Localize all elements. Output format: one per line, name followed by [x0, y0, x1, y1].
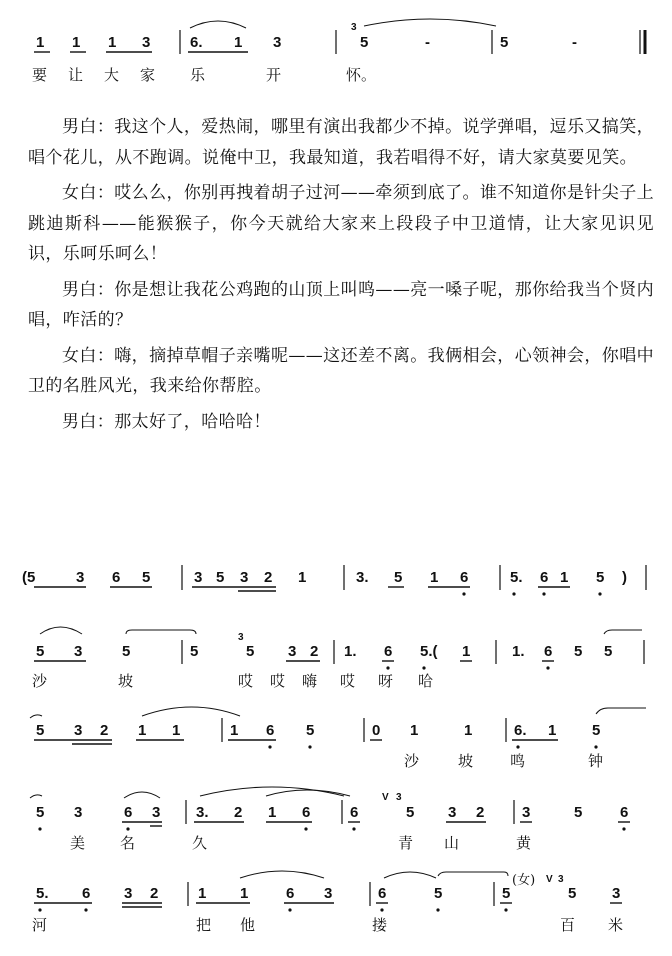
note: 2 — [264, 569, 273, 586]
role-label: (女) — [512, 873, 536, 888]
lyric: 呀 — [378, 672, 394, 690]
lyric: 河 — [32, 916, 48, 934]
lyric: 哈 — [418, 672, 434, 690]
slur — [124, 792, 160, 798]
note: 6 — [350, 804, 359, 821]
low-dot — [462, 592, 465, 595]
note: 3 — [194, 569, 203, 586]
note: 5 — [434, 885, 443, 902]
note: 6 — [460, 569, 469, 586]
note: 5 — [604, 643, 613, 660]
tie — [604, 630, 642, 634]
note: 5 — [190, 643, 199, 660]
note: 6 — [286, 885, 295, 902]
note: 6 — [544, 643, 553, 660]
note: 6 — [112, 569, 121, 586]
note: 5 — [360, 34, 369, 51]
dialogue-paragraph — [28, 275, 654, 336]
breath-mark: V — [382, 792, 389, 803]
note: 1 — [410, 722, 419, 739]
note: - — [425, 34, 430, 51]
note: - — [572, 34, 577, 51]
low-dot — [622, 827, 625, 830]
tie-in — [30, 715, 42, 718]
lyric: 米 — [608, 916, 624, 934]
note: 1 — [298, 569, 307, 586]
note: 3 — [612, 885, 621, 902]
row4-notes — [36, 804, 628, 821]
note: 5 — [574, 804, 583, 821]
row3-notes — [36, 722, 600, 739]
tie — [438, 872, 508, 876]
lyric: 山 — [444, 834, 460, 852]
note: 3 — [74, 643, 83, 660]
top-lyrics — [32, 66, 376, 84]
note: 2 — [310, 643, 319, 660]
lyric: 搂 — [372, 916, 388, 934]
note: 6 — [266, 722, 275, 739]
lyric: 黄 — [516, 834, 532, 852]
note: 1 — [138, 722, 147, 739]
low-dot — [288, 908, 291, 911]
note: 5 — [394, 569, 403, 586]
lyric: 家 — [140, 66, 156, 84]
lyric: 哎 — [340, 672, 356, 690]
note: 3 — [324, 885, 333, 902]
lyric: 青 — [398, 834, 414, 852]
note: 1 — [172, 722, 181, 739]
note: 1 — [108, 34, 117, 51]
row4-lyrics — [70, 834, 532, 852]
note: 5 — [36, 643, 45, 660]
lyric: 坡 — [118, 672, 134, 690]
low-dot — [308, 745, 311, 748]
lyric: 大 — [104, 66, 120, 84]
note: 6. — [190, 34, 203, 51]
dialogue-line: 我这个人，爱热闹，哪里有演出我都少不掉。说学弹唱，逗乐又搞笑，唱个花儿，从不跑调。说俺中卫，我最知道，我若唱得不好，请大家莫要见笑。 — [28, 117, 655, 168]
speaker-label: 男白： — [62, 117, 115, 137]
note: 3 — [240, 569, 249, 586]
note: 1 — [430, 569, 439, 586]
note: 5 — [406, 804, 415, 821]
note: 2 — [476, 804, 485, 821]
dialogue-paragraph — [28, 407, 654, 438]
note: 1 — [560, 569, 569, 586]
tie — [142, 707, 240, 716]
low-dot — [352, 827, 355, 830]
speaker-label: 男白： — [62, 411, 115, 432]
note: ) — [622, 569, 627, 586]
row3-lyrics — [404, 752, 603, 770]
note: 5 — [306, 722, 315, 739]
lyric: 沙 — [404, 752, 420, 770]
grace-note: 3 — [351, 22, 357, 33]
note: 2 — [150, 885, 159, 902]
lyric: 怀。 — [346, 66, 377, 84]
note: 5 — [502, 885, 511, 902]
lyric: 哎 — [238, 672, 254, 690]
note: 2 — [234, 804, 243, 821]
note: 1 — [230, 722, 239, 739]
tie — [596, 708, 646, 714]
tie — [384, 872, 436, 878]
breath-mark: V — [546, 874, 553, 885]
low-dot — [380, 908, 383, 911]
tie — [364, 19, 496, 26]
low-dot — [516, 745, 519, 748]
lyric: 乐 — [190, 66, 206, 84]
note: 1 — [548, 722, 557, 739]
low-dot — [84, 908, 87, 911]
lyric: 嗨 — [302, 672, 318, 690]
note: 3 — [273, 34, 282, 51]
dialogue-line: 你是想让我花公鸡跑的山顶上叫鸣——亮一嗓子呢，那你给我当个贤内唱，咋活的？ — [28, 279, 655, 330]
note: 6 — [82, 885, 91, 902]
row1-notes — [22, 569, 627, 586]
lyric: 美 — [70, 834, 86, 852]
note: 6 — [620, 804, 629, 821]
note: 5 — [574, 643, 583, 660]
lyric: 钟 — [588, 752, 604, 770]
lyric: 他 — [240, 916, 256, 934]
dialogue-line: 哎么么，你别再拽着胡子过河——牵须到底了。谁不知道你是针尖子上跳迪斯科——能猴猴子，你今天就给大家来上段段子中卫道情，让大家见识见识，乐呵乐呵么！ — [28, 183, 655, 264]
note: 5 — [568, 885, 577, 902]
dialogue-text — [28, 112, 654, 442]
grace-note: 3 — [558, 874, 564, 885]
speaker-label: 女白： — [62, 345, 115, 366]
note: 5 — [36, 804, 45, 821]
row2-notes — [36, 643, 612, 660]
note: 3 — [288, 643, 297, 660]
top-marks — [34, 19, 645, 54]
low-dot — [542, 592, 545, 595]
low-dot — [546, 666, 549, 669]
note: 3 — [124, 885, 133, 902]
note: (5 — [22, 569, 36, 586]
note: 1 — [72, 34, 81, 51]
note: 1 — [198, 885, 207, 902]
low-dot — [268, 745, 271, 748]
tie — [126, 630, 196, 634]
note: 6 — [302, 804, 311, 821]
speaker-label: 女白： — [62, 183, 115, 203]
grace-note: 3 — [396, 792, 402, 803]
note: 1 — [268, 804, 277, 821]
note: 3 — [142, 34, 151, 51]
slur — [190, 21, 246, 28]
low-dot — [512, 592, 515, 595]
note: 2 — [100, 722, 109, 739]
note: 5 — [592, 722, 601, 739]
note: 3 — [522, 804, 531, 821]
tie — [266, 790, 350, 796]
note: 1 — [234, 34, 243, 51]
note: 3. — [196, 804, 209, 821]
low-dot — [38, 908, 41, 911]
note: 1 — [240, 885, 249, 902]
lyric: 名 — [120, 834, 136, 852]
low-dot — [598, 592, 601, 595]
note: 5.( — [420, 643, 438, 660]
low-dot — [386, 666, 389, 669]
note: 3 — [74, 804, 83, 821]
grace-note: 3 — [238, 632, 244, 643]
low-dot — [422, 666, 425, 669]
note: 5. — [510, 569, 523, 586]
note: 5 — [36, 722, 45, 739]
dialogue-line: 那太好了，哈哈哈！ — [114, 411, 271, 432]
row5-lyrics — [32, 916, 623, 934]
note: 5 — [216, 569, 225, 586]
dialogue-line: 嗨，摘掉草帽子亲嘴呢——这还差不离。我俩相会，心领神会，你唱中卫的名胜风光，我来给你帮腔。 — [28, 345, 655, 396]
note: 5. — [36, 885, 49, 902]
note: 1 — [462, 643, 471, 660]
lyric: 百 — [560, 916, 576, 934]
note: 5 — [500, 34, 509, 51]
note: 3 — [76, 569, 85, 586]
lyric: 久 — [192, 834, 208, 852]
row4-marks — [30, 787, 630, 826]
low-dot — [38, 827, 41, 830]
lyric: 哎 — [270, 672, 286, 690]
note: 6 — [540, 569, 549, 586]
note: 0 — [372, 722, 381, 739]
lyric: 坡 — [458, 752, 474, 770]
lyric: 鸣 — [510, 752, 526, 770]
note: 3 — [74, 722, 83, 739]
note: 6. — [514, 722, 527, 739]
note: 1. — [344, 643, 357, 660]
note: 3 — [448, 804, 457, 821]
note: 3. — [356, 569, 369, 586]
note: 1 — [36, 34, 45, 51]
note: 5 — [246, 643, 255, 660]
note: 5 — [122, 643, 131, 660]
note: 1. — [512, 643, 525, 660]
low-dot — [594, 745, 597, 748]
octave-dots — [38, 592, 625, 911]
dialogue-paragraph — [28, 178, 654, 270]
lyric: 开 — [266, 66, 282, 84]
row1-marks — [34, 565, 646, 591]
low-dot — [504, 908, 507, 911]
lyric: 把 — [196, 916, 212, 934]
tie-in — [30, 795, 42, 798]
low-dot — [304, 827, 307, 830]
note: 6 — [124, 804, 133, 821]
lyric: 让 — [68, 66, 84, 84]
dialogue-paragraph — [28, 341, 654, 402]
lyric: 要 — [32, 66, 48, 84]
note: 5 — [142, 569, 151, 586]
note: 1 — [464, 722, 473, 739]
row2-lyrics — [32, 672, 433, 690]
note: 5 — [596, 569, 605, 586]
slur — [40, 627, 82, 634]
note: 3 — [152, 804, 161, 821]
note: 6 — [384, 643, 393, 660]
dialogue-paragraph — [28, 112, 654, 173]
tie — [240, 871, 324, 878]
top-notes — [36, 34, 577, 51]
lyric: 沙 — [32, 672, 48, 690]
low-dot — [126, 827, 129, 830]
speaker-label: 男白： — [62, 279, 115, 300]
note: 6 — [378, 885, 387, 902]
low-dot — [436, 908, 439, 911]
